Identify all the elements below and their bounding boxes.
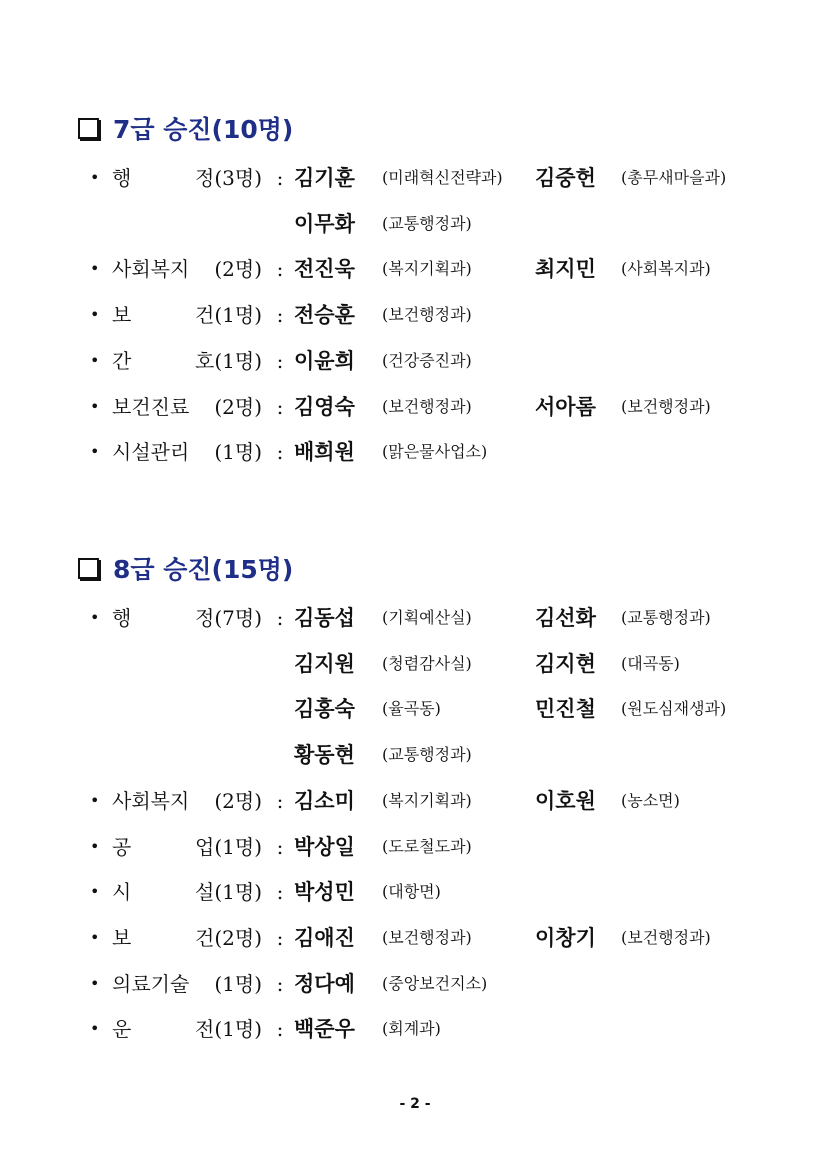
- promotion-row: [0, 297, 830, 333]
- person-name: 박성민: [294, 880, 355, 905]
- promotion-row: [0, 160, 830, 196]
- separator-colon: :: [276, 788, 284, 813]
- job-category: [112, 160, 262, 196]
- promotion-row: [0, 829, 830, 865]
- job-category: [112, 389, 262, 425]
- department-name: (복지기획과): [382, 790, 472, 810]
- department-name: (청렴감사실): [382, 653, 472, 673]
- category-name: 의 료 기 술: [112, 971, 190, 996]
- page-number: - 2 -: [399, 1096, 431, 1112]
- section-title: 8급 승진(15명): [113, 555, 294, 584]
- person-name: 김영숙: [294, 394, 355, 419]
- department-name: (대항면): [382, 882, 441, 902]
- department-name: (대곡동): [621, 653, 680, 673]
- separator-colon: :: [276, 348, 284, 373]
- job-category: [112, 434, 262, 470]
- category-name: 시 설 관 리: [112, 440, 190, 465]
- job-category: [112, 874, 262, 910]
- category-name: 사 회 복 지: [112, 257, 190, 282]
- job-category: [112, 829, 262, 865]
- department-name: (교통행정과): [382, 213, 472, 233]
- checkbox-square-icon: [78, 118, 99, 139]
- department-name: (원도심재생과): [621, 699, 727, 719]
- person-name: 황동현: [294, 743, 355, 768]
- department-name: (농소면): [621, 790, 680, 810]
- separator-colon: :: [276, 166, 284, 190]
- promotion-count: (1명): [214, 834, 262, 859]
- job-category: [112, 600, 262, 636]
- promotion-count: (2명): [214, 257, 262, 282]
- department-name: (도로철도과): [382, 836, 472, 856]
- promotion-row: [0, 646, 830, 682]
- promotion-row: [0, 691, 830, 727]
- person-name: 최지민: [535, 257, 596, 282]
- promotion-row: [0, 966, 830, 1002]
- bullet-icon: •: [90, 350, 100, 370]
- promotion-row: [0, 206, 830, 242]
- bullet-icon: •: [90, 836, 100, 856]
- job-category: [112, 251, 262, 287]
- person-name: 서아롬: [535, 394, 596, 419]
- promotion-count: (2명): [214, 394, 262, 419]
- promotion-count: (1명): [214, 348, 262, 373]
- job-category: [112, 966, 262, 1002]
- department-name: (율곡동): [382, 699, 441, 719]
- category-name: 행 정: [112, 606, 215, 630]
- promotion-row: [0, 783, 830, 819]
- person-name: 김홍숙: [294, 697, 355, 722]
- department-name: (중앙보건지소): [382, 973, 488, 993]
- category-name: 보 건: [112, 303, 215, 328]
- separator-colon: :: [276, 440, 284, 465]
- bullet-icon: •: [90, 168, 100, 187]
- person-name: 김지현: [535, 651, 596, 676]
- bullet-icon: •: [90, 259, 100, 279]
- promotion-row: [0, 251, 830, 287]
- department-name: (복지기획과): [382, 259, 472, 279]
- person-name: 이호원: [535, 788, 596, 813]
- section-heading: [78, 108, 293, 148]
- department-name: (맑은물사업소): [382, 442, 488, 462]
- person-name: 김애진: [294, 925, 355, 950]
- person-name: 김기훈: [294, 166, 355, 190]
- category-name: 사 회 복 지: [112, 788, 190, 813]
- category-name: 보 건: [112, 925, 215, 950]
- promotion-row: [0, 600, 830, 636]
- department-name: (총무새마을과): [621, 168, 727, 187]
- person-name: 민진철: [535, 697, 596, 722]
- department-name: (건강증진과): [382, 350, 472, 370]
- promotion-count: (2명): [214, 925, 262, 950]
- separator-colon: :: [276, 971, 284, 996]
- person-name: 백준우: [294, 1017, 355, 1042]
- bullet-icon: •: [90, 442, 100, 462]
- department-name: (미래혁신전략과): [382, 168, 503, 187]
- promotion-row: [0, 389, 830, 425]
- promotion-count: (1명): [214, 303, 262, 328]
- promotion-count: (2명): [214, 788, 262, 813]
- section-title: 7급 승진(10명): [113, 115, 294, 144]
- bullet-icon: •: [90, 973, 100, 993]
- category-name: 공 업: [112, 834, 215, 859]
- bullet-icon: •: [90, 1019, 100, 1039]
- category-name: 간 호: [112, 348, 215, 373]
- promotion-count: (1명): [214, 440, 262, 465]
- separator-colon: :: [276, 394, 284, 419]
- department-name: (보건행정과): [382, 396, 472, 416]
- department-name: (기획예산실): [382, 608, 472, 627]
- promotion-row: [0, 1011, 830, 1047]
- department-name: (사회복지과): [621, 259, 711, 279]
- person-name: 전진욱: [294, 257, 355, 282]
- category-name: 행 정: [112, 166, 215, 190]
- category-name: 시 설: [112, 880, 215, 905]
- job-category: [112, 783, 262, 819]
- bullet-icon: •: [90, 396, 100, 416]
- promotion-row: [0, 874, 830, 910]
- promotion-row: [0, 434, 830, 470]
- promotion-count: (1명): [214, 1017, 262, 1042]
- person-name: 전승훈: [294, 303, 355, 328]
- checkbox-square-icon: [78, 558, 99, 579]
- bullet-icon: •: [90, 790, 100, 810]
- department-name: (보건행정과): [382, 927, 472, 947]
- person-name: 배희원: [294, 440, 355, 465]
- promotion-row: [0, 737, 830, 773]
- department-name: (보건행정과): [382, 305, 472, 325]
- promotion-count: (1명): [214, 971, 262, 996]
- job-category: [112, 920, 262, 956]
- person-name: 이윤희: [294, 348, 355, 373]
- bullet-icon: •: [90, 927, 100, 947]
- department-name: (보건행정과): [621, 927, 711, 947]
- promotion-count: (1명): [214, 880, 262, 905]
- separator-colon: :: [276, 880, 284, 905]
- category-name: 운 전: [112, 1017, 215, 1042]
- promotion-row: [0, 343, 830, 379]
- person-name: 김중헌: [535, 166, 596, 190]
- department-name: (교통행정과): [382, 745, 472, 765]
- section-heading: [78, 548, 293, 588]
- person-name: 김소미: [294, 788, 355, 813]
- separator-colon: :: [276, 925, 284, 950]
- separator-colon: :: [276, 257, 284, 282]
- bullet-icon: •: [90, 608, 100, 627]
- person-name: 김선화: [535, 606, 596, 630]
- job-category: [112, 343, 262, 379]
- promotion-count: (3명): [214, 166, 262, 190]
- separator-colon: :: [276, 834, 284, 859]
- promotion-count: (7명): [214, 606, 262, 630]
- person-name: 김동섭: [294, 606, 355, 630]
- person-name: 이창기: [535, 925, 596, 950]
- bullet-icon: •: [90, 305, 100, 325]
- bullet-icon: •: [90, 882, 100, 902]
- separator-colon: :: [276, 303, 284, 328]
- job-category: [112, 297, 262, 333]
- department-name: (교통행정과): [621, 608, 711, 627]
- separator-colon: :: [276, 606, 284, 630]
- category-name: 보 건 진 료: [112, 394, 190, 419]
- person-name: 정다예: [294, 971, 355, 996]
- person-name: 이무화: [294, 211, 355, 236]
- person-name: 김지원: [294, 651, 355, 676]
- separator-colon: :: [276, 1017, 284, 1042]
- department-name: (보건행정과): [621, 396, 711, 416]
- job-category: [112, 1011, 262, 1047]
- promotion-row: [0, 920, 830, 956]
- person-name: 박상일: [294, 834, 355, 859]
- department-name: (회계과): [382, 1019, 441, 1039]
